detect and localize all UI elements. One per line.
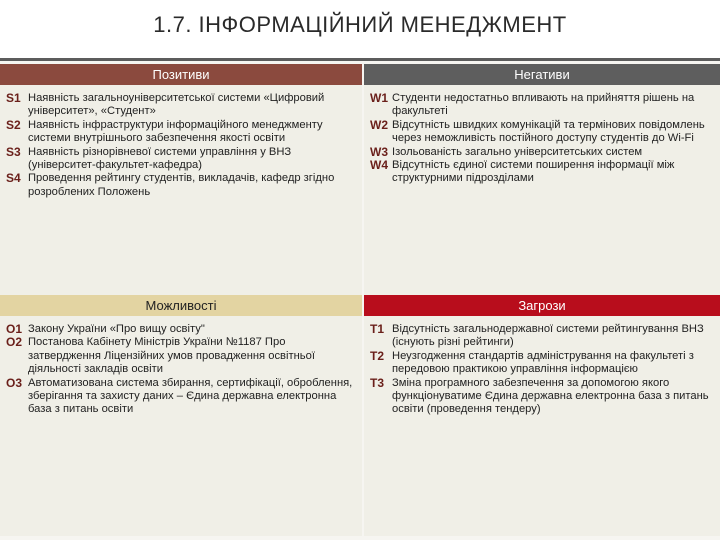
threats-list: [364, 316, 720, 536]
item-code: W2: [370, 117, 388, 132]
item-text: Наявність інфраструктури інформаційного менеджменту системи внутрішнього забезпечення якості освіти: [28, 118, 323, 145]
item-code: T2: [370, 348, 385, 363]
list-item: [6, 323, 354, 336]
item-code: T1: [370, 322, 385, 336]
item-code: O2: [6, 335, 23, 350]
list-item: [6, 336, 354, 376]
item-code: W1: [370, 91, 388, 105]
item-text: Закону України «Про вищу освіту": [28, 323, 205, 335]
item-text: Проведення рейтингу студентів, викладачів, кафедр згідно розроблених Положень: [28, 172, 335, 198]
item-text: Неузгодження стандартів адміністрування на факультеті з передовою практикою управління інформацією: [392, 349, 694, 376]
item-text: Наявність загальноуніверситетської системи «Цифровий університет», «Студент»: [28, 92, 325, 118]
item-code: O3: [6, 375, 23, 390]
item-text: Зміна програмного забезпечення за допомогою якого функціонуватиме Єдина державна електронна база з питань освіти (проведення тендеру): [392, 376, 709, 416]
item-code: S1: [6, 91, 21, 105]
threats-quadrant: [364, 295, 720, 536]
weaknesses-list: [364, 85, 720, 295]
list-item: [6, 377, 354, 417]
divider: [0, 58, 720, 61]
list-item: [370, 350, 712, 377]
item-text: Відсутність єдиної системи поширення інформації між структурними підрозділами: [392, 159, 675, 185]
swot-grid: [0, 64, 720, 540]
list-item: [6, 172, 354, 199]
list-item: [370, 323, 712, 350]
list-item: [370, 92, 712, 119]
weaknesses-quadrant: [364, 64, 720, 295]
threats-header: Загрози: [364, 295, 720, 316]
list-item: [370, 119, 712, 146]
item-code: W4: [370, 158, 388, 173]
page-title: 1.7. ІНФОРМАЦІЙНИЙ МЕНЕДЖМЕНТ: [153, 12, 567, 37]
item-text: Студенти недостатньо впливають на прийняття рішень на факультеті: [392, 92, 695, 118]
weaknesses-header: Негативи: [364, 64, 720, 85]
item-code: W3: [370, 144, 388, 159]
opportunities-header: Можливості: [0, 295, 362, 316]
item-text: Ізольованість загально університетських систем: [392, 145, 643, 158]
list-item: [370, 159, 712, 186]
strengths-list: [0, 85, 362, 295]
item-text: Відсутність швидких комунікацій та термінових повідомлень через неможливість постійного доступу студентів до Wi-Fi: [392, 118, 705, 145]
item-code: S4: [6, 171, 21, 186]
opportunities-list: [0, 316, 362, 536]
item-code: O1: [6, 322, 23, 336]
item-code: T3: [370, 375, 385, 390]
strengths-quadrant: [0, 64, 362, 295]
strengths-header: Позитиви: [0, 64, 362, 85]
item-text: Автоматизована система збирання, сертифікації, оброблення, зберігання та захисту даних – Єдина державна електронна база з питань освіти: [28, 376, 353, 416]
opportunities-quadrant: [0, 295, 362, 536]
item-code: S3: [6, 144, 21, 159]
list-item: [6, 92, 354, 119]
title-bar: [0, 0, 720, 59]
list-item: [6, 119, 354, 146]
list-item: [6, 146, 354, 173]
list-item: [370, 146, 712, 159]
list-item: [370, 377, 712, 417]
item-code: S2: [6, 117, 21, 132]
item-text: Відсутність загальнодержавної системи рейтингування ВНЗ (існують різні рейтинги): [392, 323, 704, 349]
item-text: Наявність різнорівневої системи управління у ВНЗ (університет-факультет-кафедра): [28, 145, 292, 172]
item-text: Постанова Кабінету Міністрів України №1187 Про затвердження Ліцензійних умов провадження освітньої діяльності закладів освіти: [28, 336, 315, 376]
